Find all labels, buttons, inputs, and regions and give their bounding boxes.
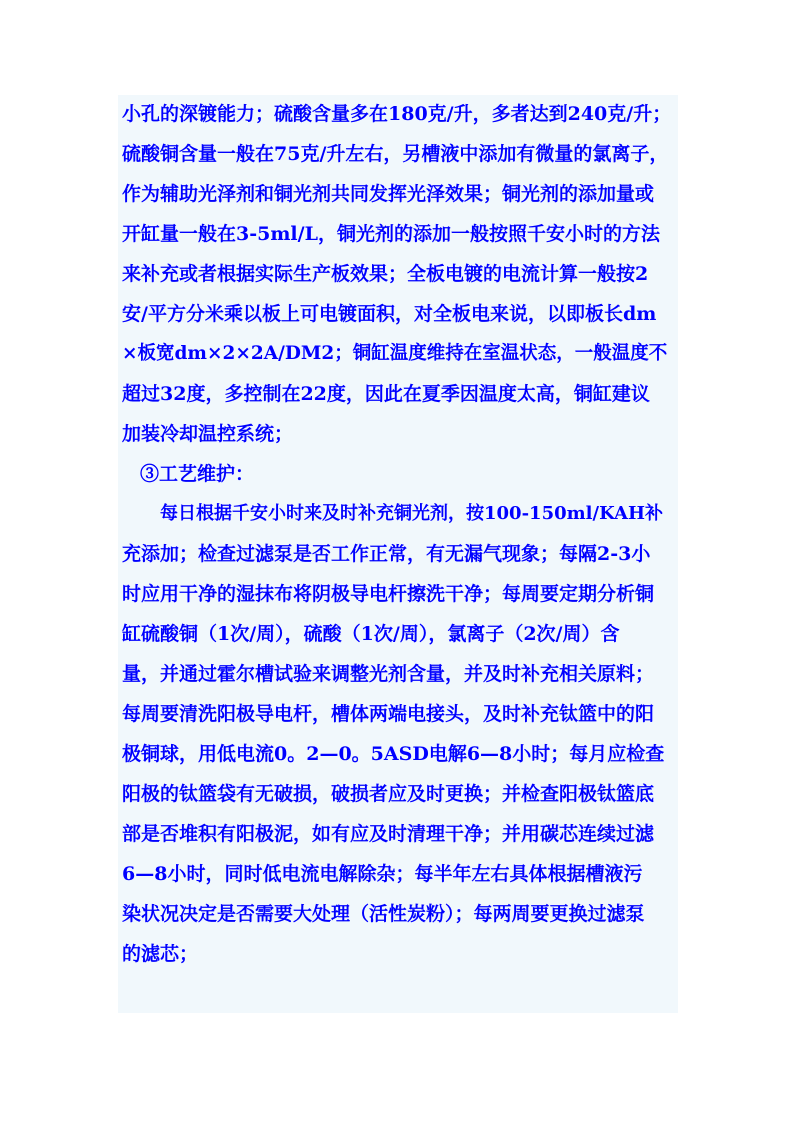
paragraph-1-line-8: 超过32度，多控制在22度，因此在夏季因温度太高，铜缸建议	[122, 383, 650, 405]
paragraph-2-line-5: 量，并通过霍尔槽试验来调整光剂含量，并及时补充相关原料；	[122, 663, 655, 685]
paragraph-2-line-11: 染状况决定是否需要大处理（活性炭粉）；每两周要更换过滤泵	[122, 903, 645, 925]
paragraph-1-line-4: 开缸量一般在3-5ml/L，铜光剂的添加一般按照千安小时的方法	[122, 223, 660, 245]
paragraph-2-line-10: 6—8小时，同时低电流电解除杂；每半年左右具体根据槽液污	[122, 863, 643, 885]
paragraph-2-line-12: 的滤芯；	[122, 943, 199, 965]
paragraph-2-line-2: 充添加；检查过滤泵是否工作正常，有无漏气现象；每隔2-3小	[122, 543, 651, 565]
paragraph-2-line-1: 每日根据千安小时来及时补充铜光剂，按100-150ml/KAH补	[160, 503, 663, 524]
paragraph-2-line-3: 时应用干净的湿抹布将阴极导电杆擦洗干净；每周要定期分析铜	[122, 583, 655, 605]
paragraph-2-line-4: 缸硫酸铜（1次/周），硫酸（1次/周），氯离子（2次/周）含	[122, 623, 620, 645]
paragraph-1-line-2: 硫酸铜含量一般在75克/升左右，另槽液中添加有微量的氯离子，	[122, 143, 669, 165]
paragraph-2-line-8: 阳极的钛篮袋有无破损，破损者应及时更换；并检查阳极钛篮底	[122, 783, 655, 805]
paragraph-1-line-1: 小孔的深镀能力；硫酸含量多在180克/升，多者达到240克/升；	[122, 103, 672, 125]
section-heading: ③工艺维护：	[140, 463, 255, 485]
paragraph-2-line-7: 极铜球，用低电流0。2—0。5ASD电解6—8小时；每月应检查	[122, 743, 665, 765]
paragraph-1-line-9: 加装冷却温控系统；	[122, 423, 294, 445]
paragraph-1-line-7: ×板宽dm×2×2A/DM2；铜缸温度维持在室温状态，一般温度不	[122, 343, 668, 364]
document-text-block	[118, 95, 678, 1013]
paragraph-2-line-9: 部是否堆积有阳极泥，如有应及时清理干净；并用碳芯连续过滤	[122, 823, 655, 845]
paragraph-1-line-3: 作为辅助光泽剂和铜光剂共同发挥光泽效果；铜光剂的添加量或	[122, 183, 655, 205]
paragraph-1-line-6: 安/平方分米乘以板上可电镀面积，对全板电来说，以即板长dm	[122, 303, 657, 325]
paragraph-1-line-5: 来补充或者根据实际生产板效果；全板电镀的电流计算一般按2	[122, 263, 649, 285]
paragraph-2-line-6: 每周要清洗阳极导电杆，槽体两端电接头，及时补充钛篮中的阳	[122, 703, 655, 725]
